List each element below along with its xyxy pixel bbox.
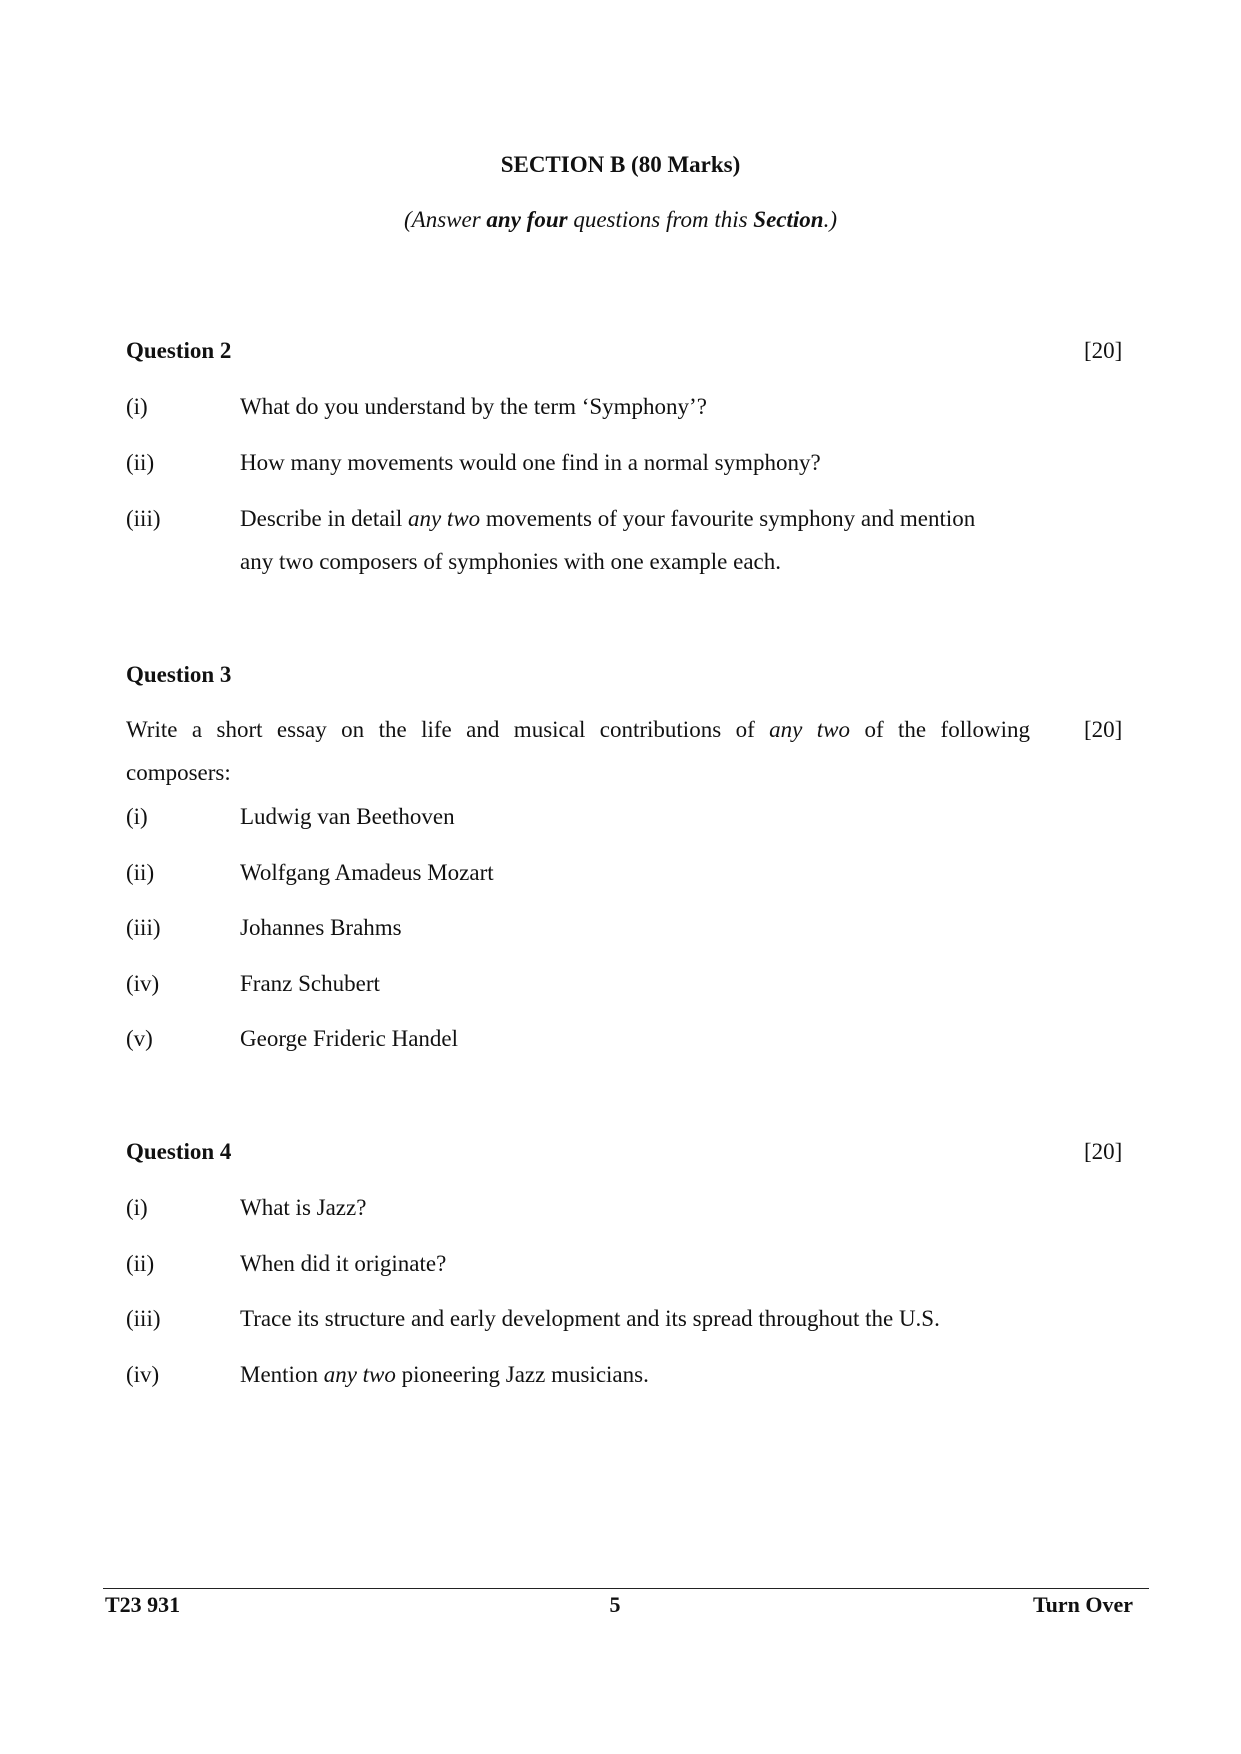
q4-item-number: (ii) bbox=[126, 1251, 155, 1276]
q3-item-number: (v) bbox=[126, 1026, 153, 1051]
q3-item-number: (iii) bbox=[126, 915, 161, 940]
question-2-marks: [20] bbox=[1084, 338, 1123, 363]
question-3-marks: [20] bbox=[1084, 717, 1123, 742]
q3-intro: Write a short essay on the life and musical contributions of any two of the following bbox=[126, 717, 1030, 742]
q3-item-text: Johannes Brahms bbox=[240, 915, 402, 940]
q3-item-number: (ii) bbox=[126, 860, 155, 885]
q3-item-text: Wolfgang Amadeus Mozart bbox=[240, 860, 494, 885]
q3-item-text: Ludwig van Beethoven bbox=[240, 804, 455, 829]
q3-intro-continued: composers: bbox=[126, 760, 231, 785]
q4-item-text: Trace its structure and early development and its spread throughout the U.S. bbox=[240, 1306, 940, 1331]
question-3-title: Question 3 bbox=[126, 662, 232, 687]
paper-code: T23 931 bbox=[105, 1592, 181, 1617]
q3-item-number: (iv) bbox=[126, 971, 160, 996]
question-4-title: Question 4 bbox=[126, 1139, 232, 1164]
q4-item-text: Mention any two pioneering Jazz musicians. bbox=[240, 1362, 649, 1387]
q4-item-text: When did it originate? bbox=[240, 1251, 447, 1276]
q3-item-text: George Frideric Handel bbox=[240, 1026, 458, 1051]
section-title: SECTION B (80 Marks) bbox=[500, 152, 741, 177]
q2-item-text: Describe in detail any two movements of your favourite symphony and mention bbox=[240, 506, 976, 531]
q3-item-text: Franz Schubert bbox=[240, 971, 380, 996]
q4-item-text: What is Jazz? bbox=[240, 1195, 367, 1220]
turn-over-label: Turn Over bbox=[1032, 1592, 1133, 1617]
q4-item-number: (iv) bbox=[126, 1362, 160, 1387]
q2-item-text: What do you understand by the term ‘Symphony’? bbox=[240, 394, 707, 419]
footer-divider bbox=[103, 1588, 1149, 1589]
question-4-marks: [20] bbox=[1084, 1139, 1123, 1164]
q2-item-text-continued: any two composers of symphonies with one example each. bbox=[240, 549, 782, 574]
section-instruction: (Answer any four questions from this Section.) bbox=[404, 207, 837, 232]
question-2-title: Question 2 bbox=[126, 338, 232, 363]
q2-item-number: (i) bbox=[126, 394, 148, 419]
q2-item-number: (iii) bbox=[126, 506, 161, 531]
q4-item-number: (i) bbox=[126, 1195, 148, 1220]
page-number: 5 bbox=[609, 1592, 621, 1617]
q3-item-number: (i) bbox=[126, 804, 148, 829]
q4-item-number: (iii) bbox=[126, 1306, 161, 1331]
q2-item-text: How many movements would one find in a normal symphony? bbox=[240, 450, 821, 475]
q2-item-number: (ii) bbox=[126, 450, 155, 475]
